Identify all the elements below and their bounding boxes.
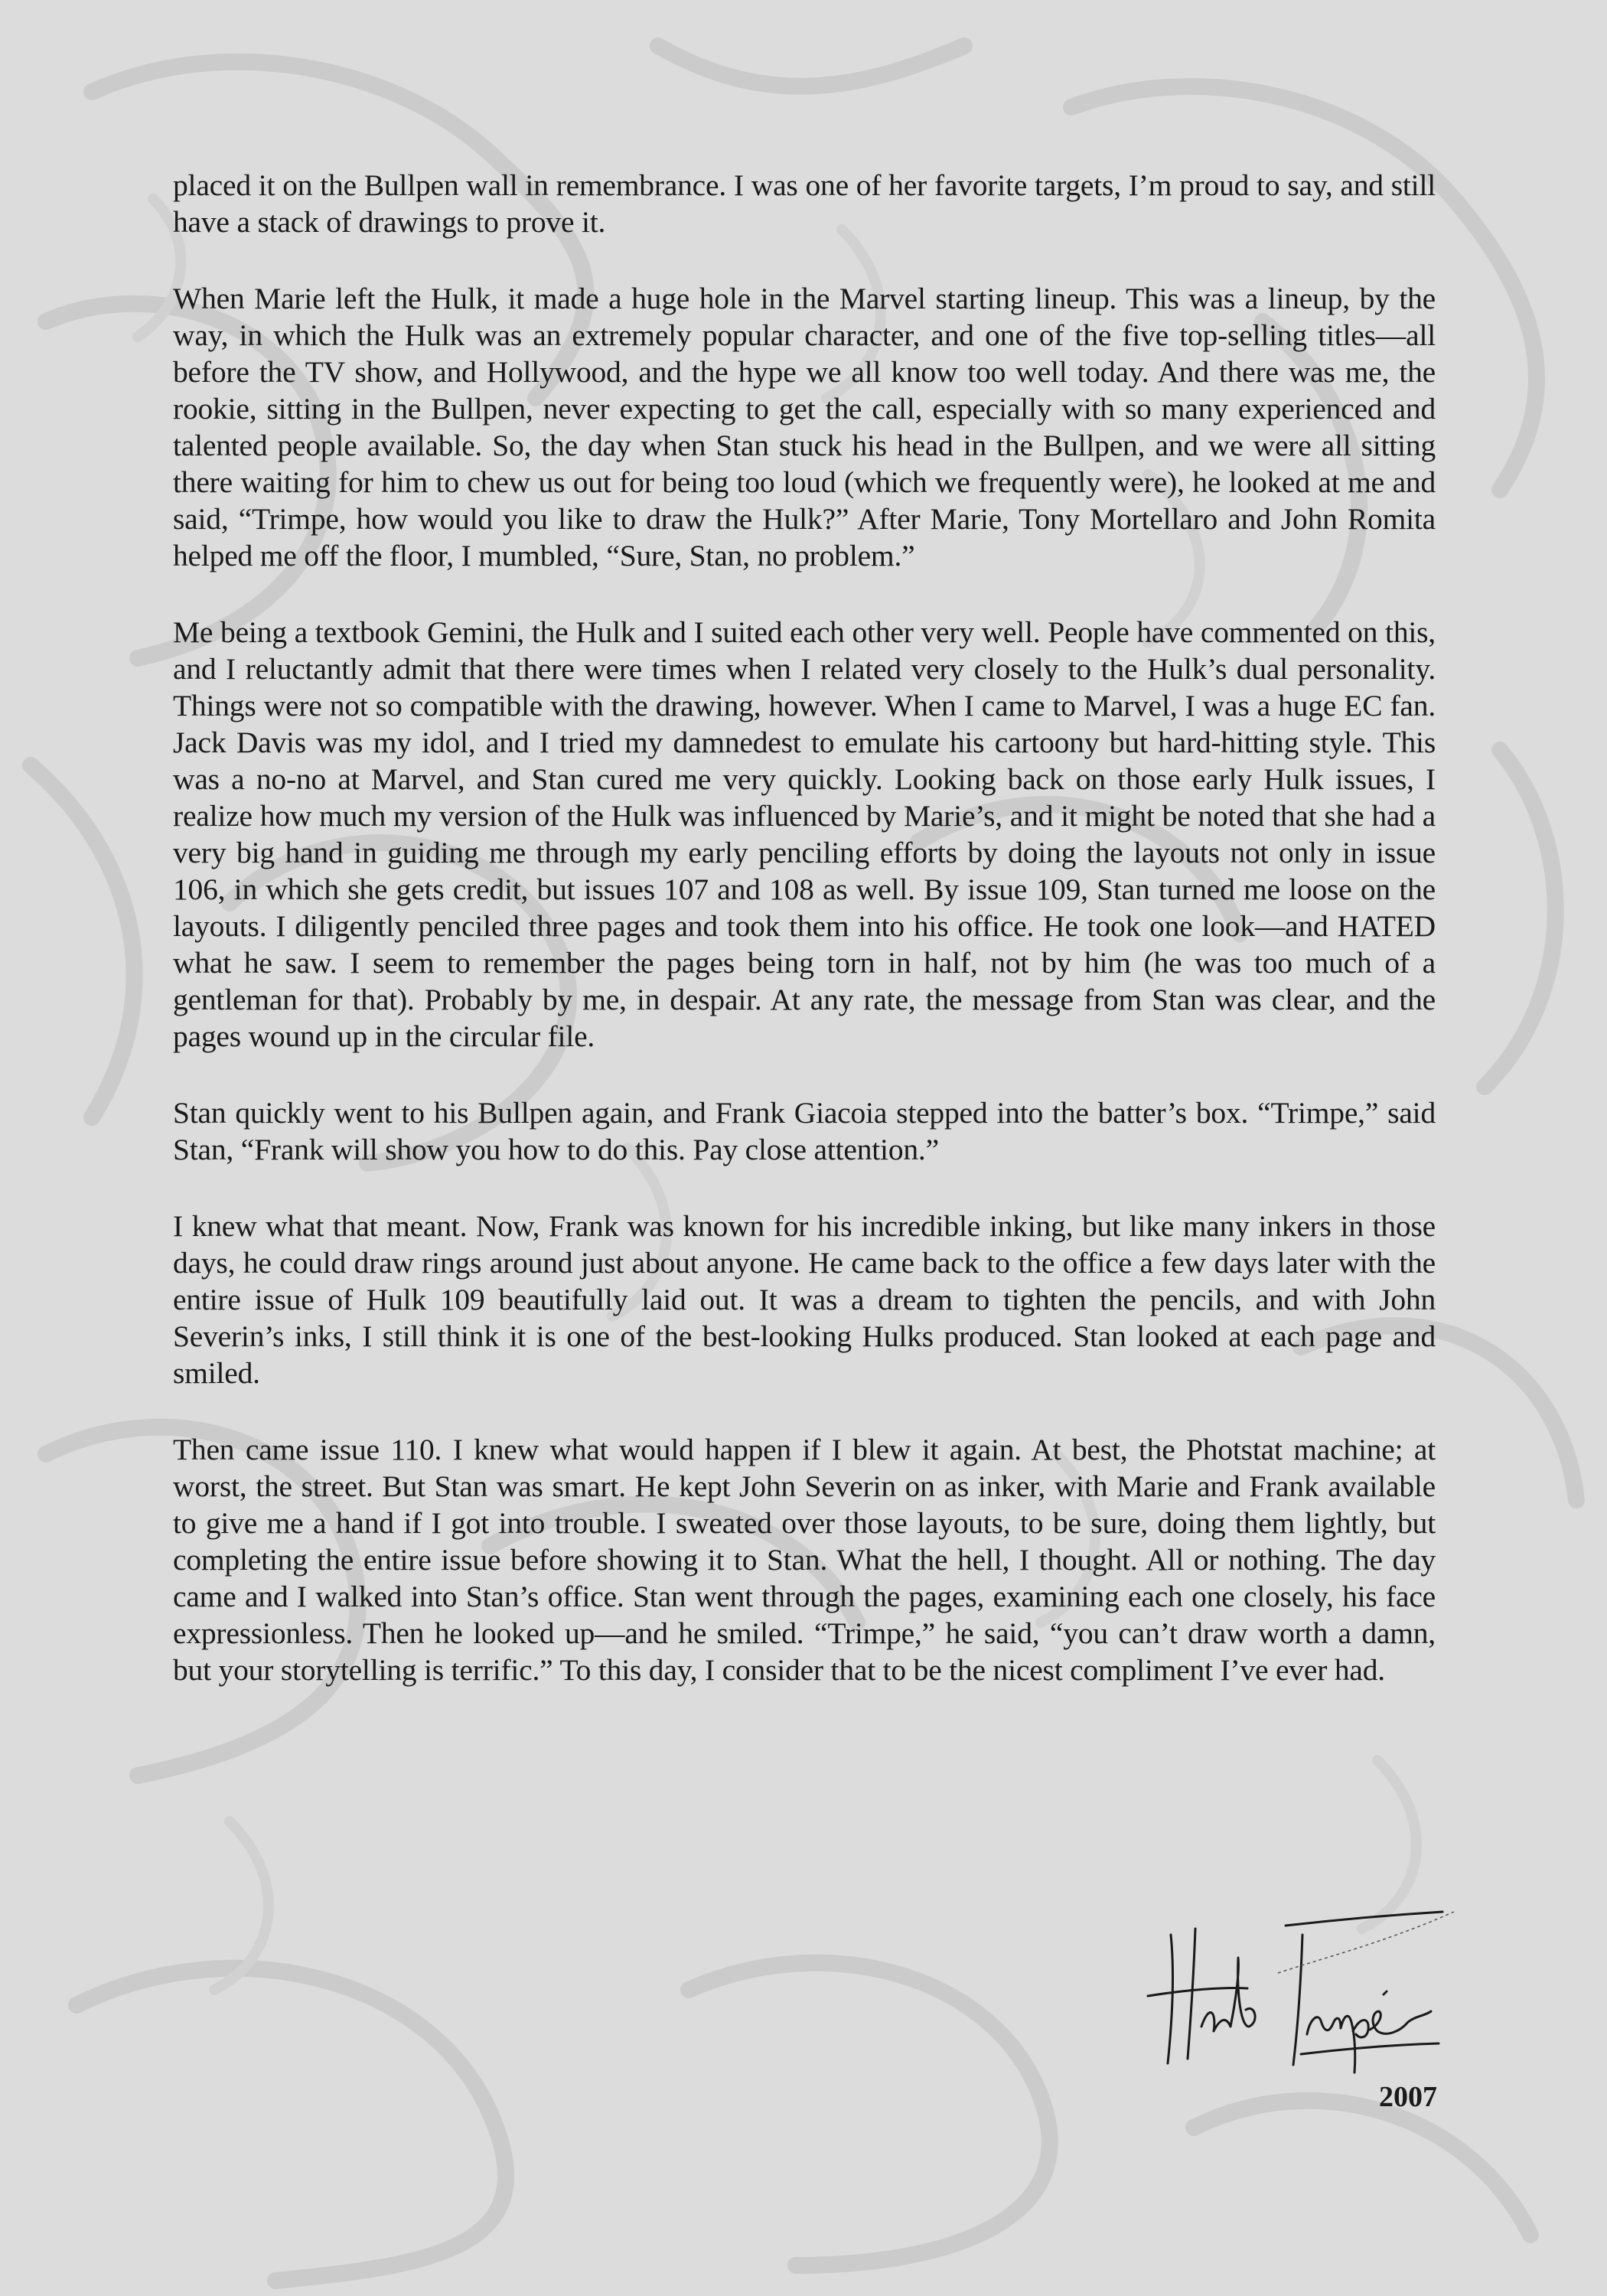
paragraph-2: When Marie left the Hulk, it made a huge hole in the Marvel starting lineup. This was a lineup, by the way, in which the Hulk was an extremely popular character, and one of the five top-selling titles—all before the TV show, and Hollywood, and the hype we all know too well today. And there was me, the rookie, sitting in the Bullpen, never expecting to get the call, especially with so many experienced and talented people available. So, the day when Stan stuck his head in the Bullpen, and we were all sitting there waiting for him to chew us out for being too loud (which we frequently were), he looked at me and said, “Trimpe, how would you like to draw the Hulk?” After Marie, Tony Mortellaro and John Romita helped me off the floor, I mumbled, “Sure, Stan, no problem.” <box>173 282 1436 572</box>
paragraph-1: placed it on the Bullpen wall in remembrance. I was one of her favorite targets, I’m proud to say, and still have a stack of drawings to prove it. <box>173 168 1436 239</box>
author-signature <box>1140 1881 1462 2080</box>
paragraph-6: Then came issue 110. I knew what would happen if I blew it again. At best, the Photstat machine; at worst, the street. But Stan was smart. He kept John Severin on as inker, with Marie and Frank available to give me a hand if I got into trouble. I sweated over those layouts, to be sure, doing them lightly, but completing the entire issue before showing it to Stan. What the hell, I thought. All or nothing. The day came and I walked into Stan’s office. Stan went through the pages, examining each one closely, his face expressionless. Then he looked up—and he smiled. “Trimpe,” he said, “you can’t draw worth a damn, but your storytelling is terrific.” To this day, I consider that to be the nicest compliment I’ve ever had. <box>173 1433 1436 1687</box>
signature-year: 2007 <box>1379 2081 1437 2113</box>
paragraph-5: I knew what that meant. Now, Frank was known for his incredible inking, but like many inkers in those days, he could draw rings around just about anyone. He came back to the office a few days later with the entire issue of Hulk 109 beautifully laid out. It was a dream to tighten the pencils, and with John Severin’s inks, I still think it is one of the best-looking Hulks produced. Stan looked at each page and smiled. <box>173 1209 1436 1390</box>
article-body <box>173 167 1436 1728</box>
paragraph-4: Stan quickly went to his Bullpen again, and Frank Giacoia stepped into the batter’s box. “Trimpe,” said Stan, “Frank will show you how to do this. Pay close attention.” <box>173 1096 1436 1166</box>
paragraph-3: Me being a textbook Gemini, the Hulk and I suited each other very well. People have commented on this, and I reluctantly admit that there were times when I related very closely to the Hulk’s dual personality. Things were not so compatible with the drawing, however. When I came to Marvel, I was a huge EC fan. Jack Davis was my idol, and I tried my damnedest to emulate his cartoony but hard-hitting style. This was a no-no at Marvel, and Stan cured me very quickly. Looking back on those early Hulk issues, I realize how much my version of the Hulk was influenced by Marie’s, and it might be noted that she had a very big hand in guiding me through my early penciling efforts by doing the layouts not only in issue 106, in which she gets credit, but issues 107 and 108 as well. By issue 109, Stan turned me loose on the layouts. I diligently penciled three pages and took them into his office. He took one look—and HATED what he saw. I seem to remember the pages being torn in half, not by him (he was too much of a gentleman for that). Probably by me, in despair. At any rate, the message from Stan was clear, and the pages wound up in the circular file. <box>173 615 1436 1053</box>
